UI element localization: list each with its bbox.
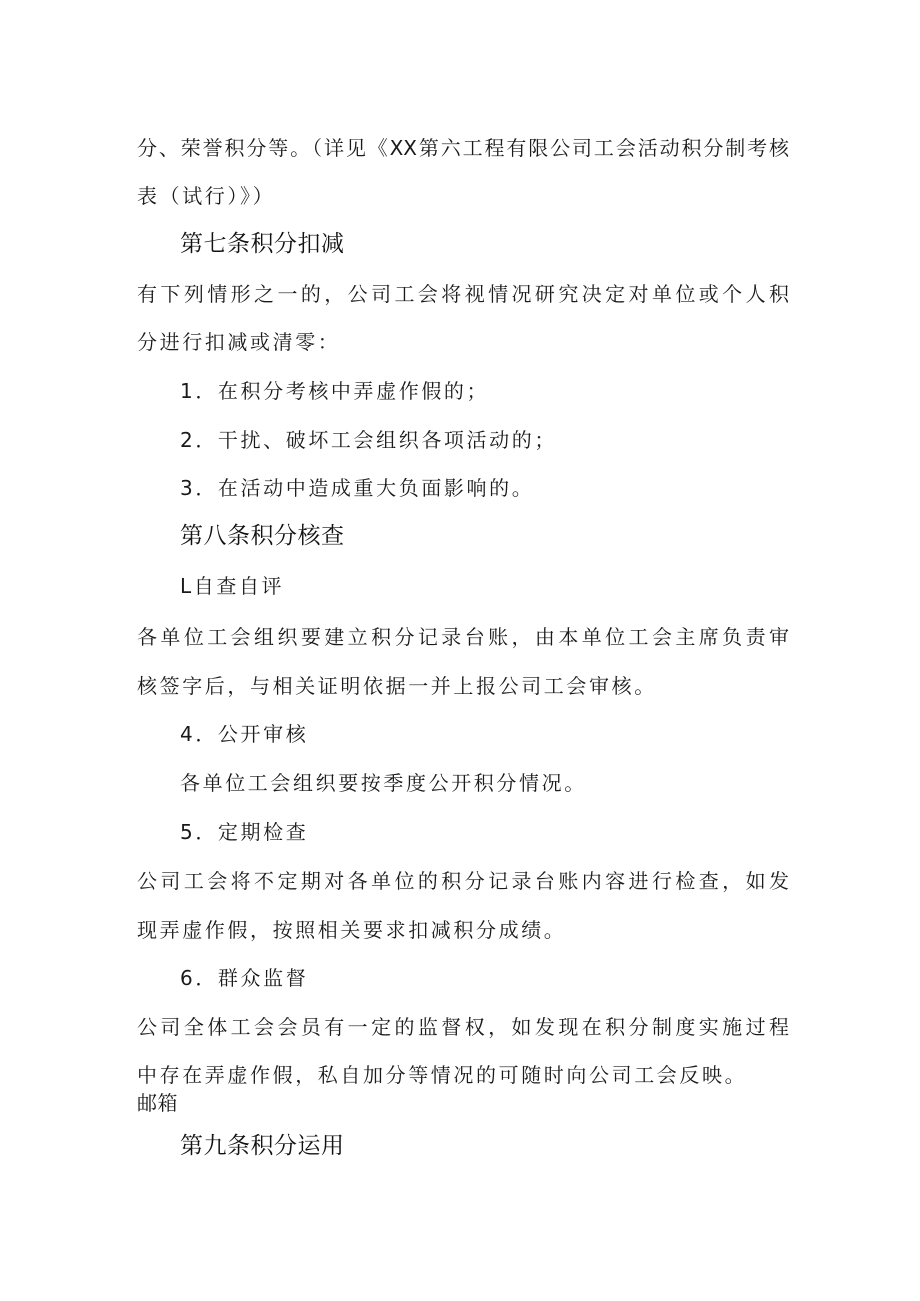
paragraph-line: 有下列情形之一的，公司工会将视情况研究决定对单位或个人积 xyxy=(137,282,789,306)
list-item: 2．干扰、破坏工会组织各项活动的； xyxy=(180,428,557,452)
article-heading: 第七条积分扣减 xyxy=(180,231,345,257)
paragraph-line: 邮箱 xyxy=(137,1091,178,1115)
paragraph-line: 各单位工会组织要建立积分记录台账，由本单位工会主席负责审 xyxy=(137,625,789,649)
list-item: 3．在活动中造成重大负面影响的。 xyxy=(180,476,535,500)
paragraph-line: 中存在弄虚作假，私自加分等情况的可随时向公司工会反映。 xyxy=(137,1063,748,1087)
list-item: 5．定期检查 xyxy=(180,820,309,844)
paragraph-line: 公司工会将不定期对各单位的积分记录台账内容进行检查，如发 xyxy=(137,869,789,893)
paragraph-line: 分进行扣减或清零： xyxy=(137,330,341,354)
paragraph-line: 公司全体工会会员有一定的监督权，如发现在积分制度实施过程 xyxy=(137,1015,789,1039)
paragraph-line: 表（试行）》） xyxy=(137,184,276,208)
article-heading: 第八条积分核查 xyxy=(180,523,345,549)
list-item: 4．公开审核 xyxy=(180,722,309,746)
list-item: 6．群众监督 xyxy=(180,966,309,990)
paragraph-line: 各单位工会组织要按季度公开积分情况。 xyxy=(180,771,587,795)
paragraph-line: 现弄虚作假，按照相关要求扣减积分成绩。 xyxy=(137,918,567,942)
paragraph-line: 分、荣誉积分等。（详见《XX第六工程有限公司工会活动积分制考核 xyxy=(137,136,789,160)
paragraph-line: 核签字后，与相关证明依据一并上报公司工会审核。 xyxy=(137,674,657,698)
list-item: 1．在积分考核中弄虚作假的； xyxy=(180,379,490,403)
article-heading: 第九条积分运用 xyxy=(180,1133,345,1159)
list-item: L自查自评 xyxy=(180,574,285,598)
